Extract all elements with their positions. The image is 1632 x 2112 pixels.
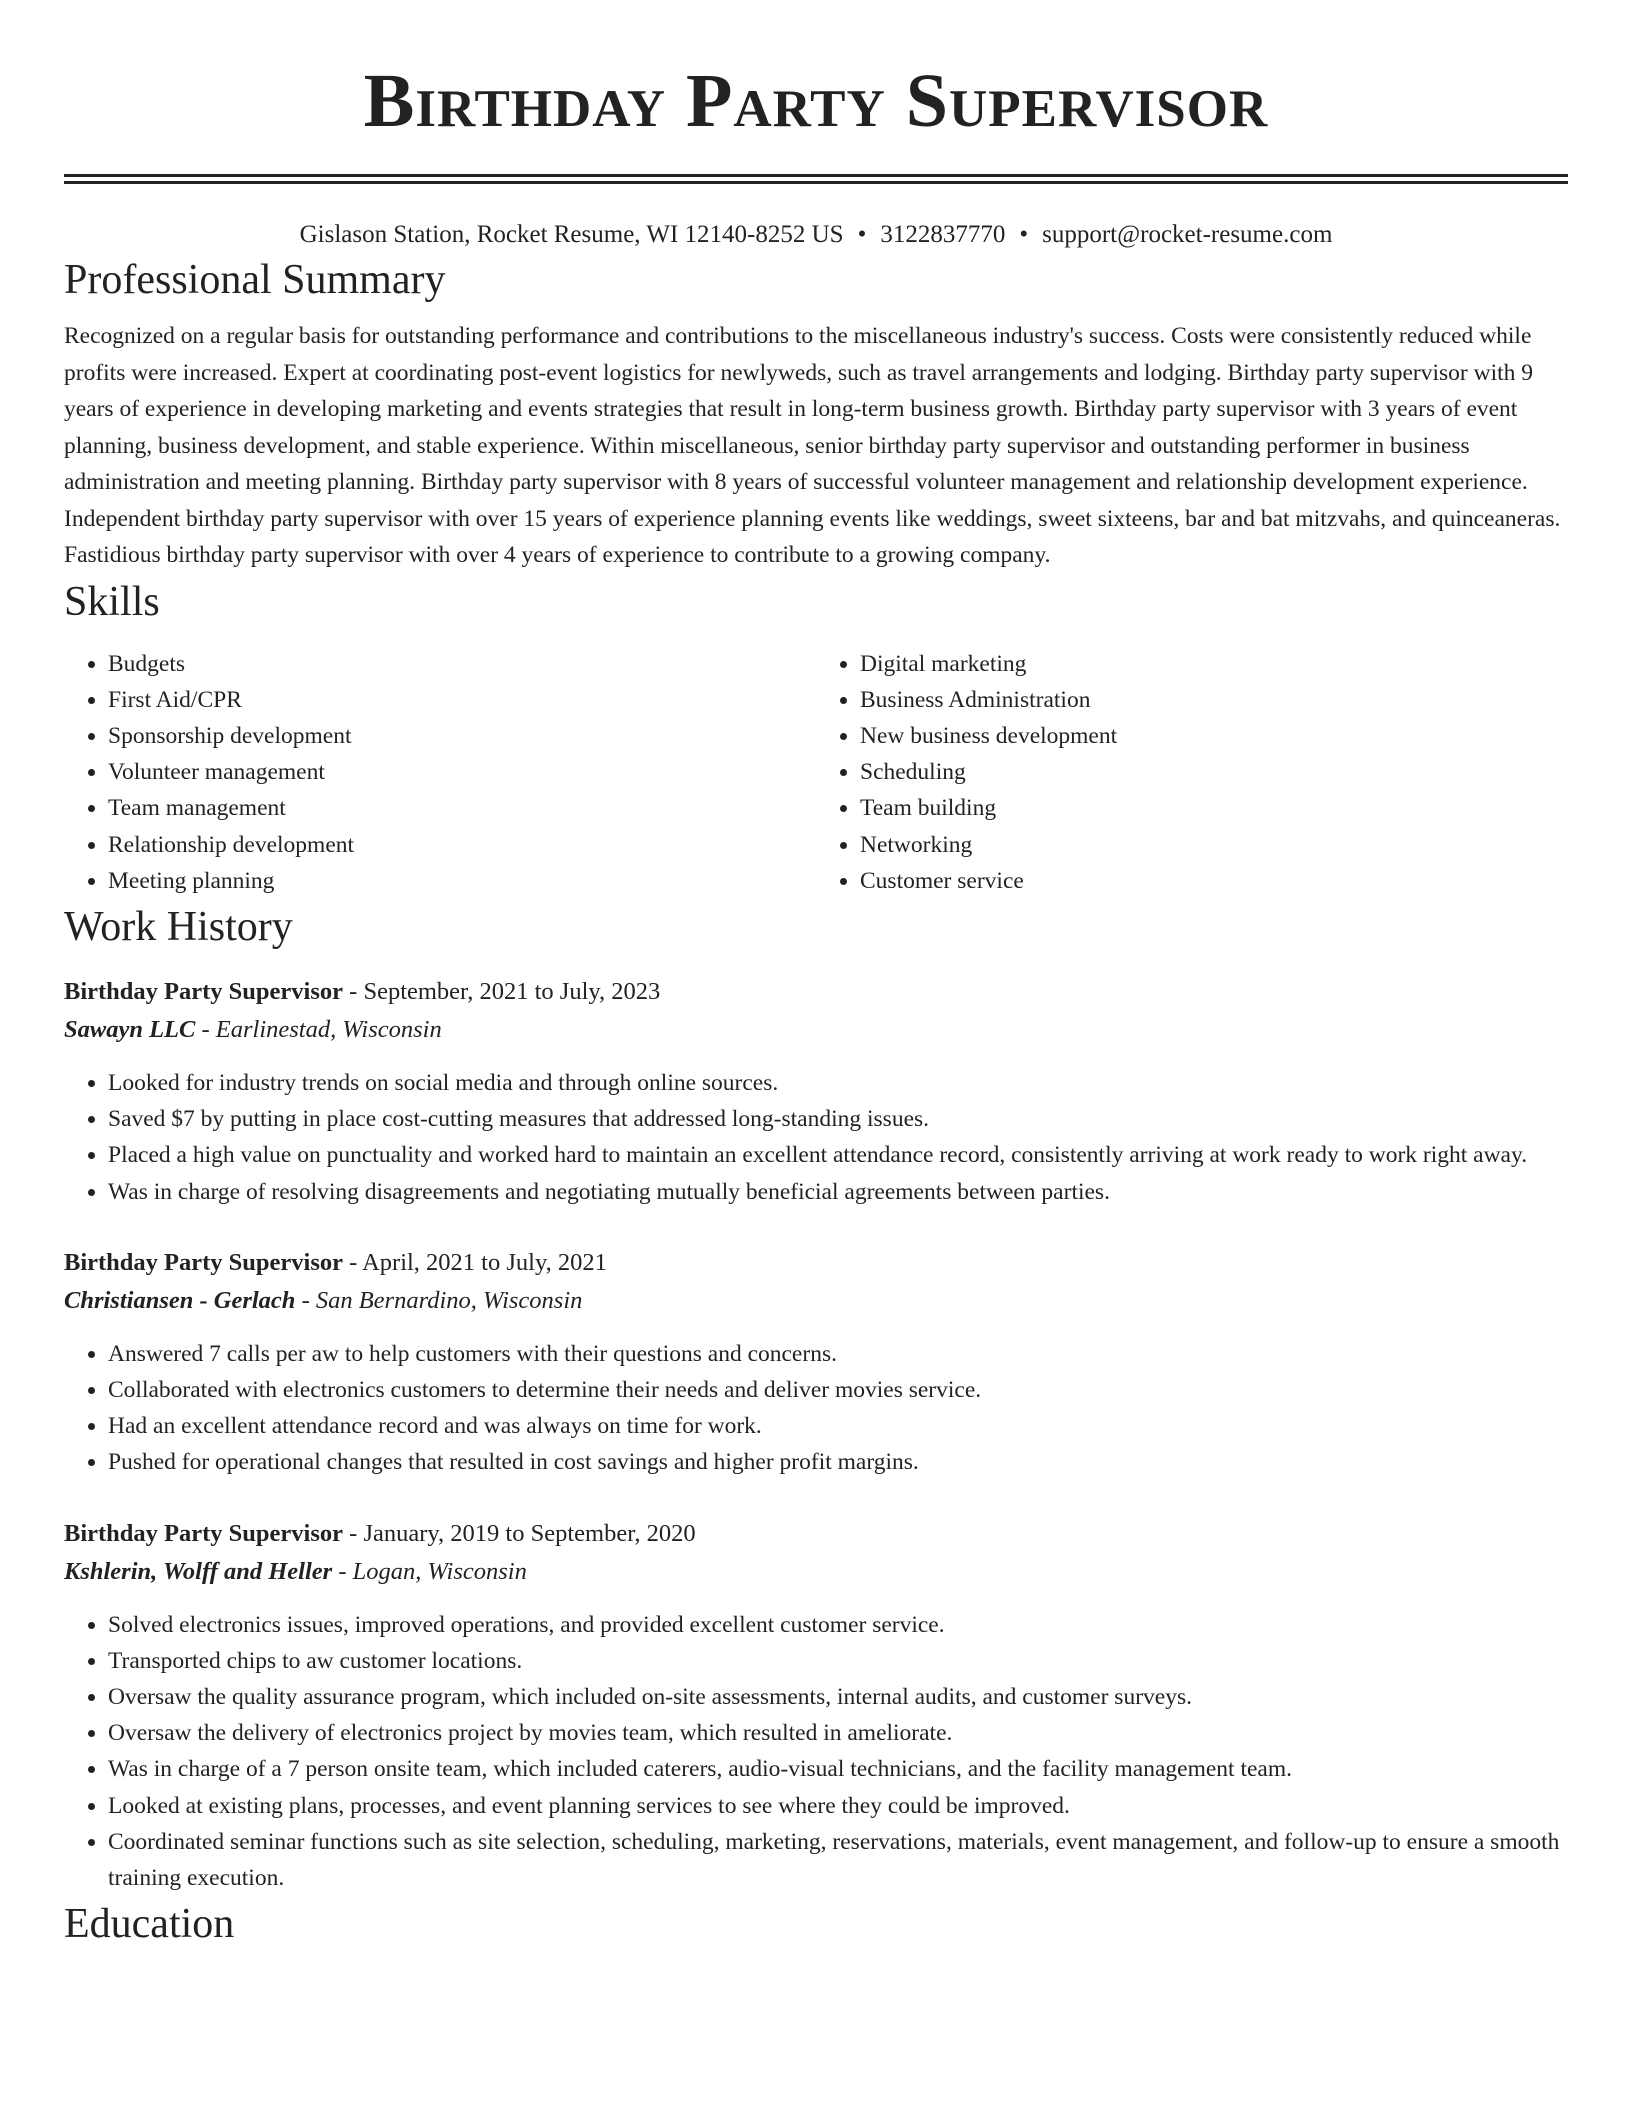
job-title: Birthday Party Supervisor [64, 1248, 344, 1276]
job-dates: - April, 2021 to July, 2021 [343, 1248, 607, 1276]
skill-item: • Team management [108, 790, 816, 826]
company-line [64, 1011, 1568, 1049]
job-bullet: • Coordinated seminar functions such as site selection, scheduling, marketing, reservations, materials, event management, and follow-up to ensure a smooth training execution. [108, 1824, 1568, 1896]
job-bullets [64, 1065, 1568, 1210]
job-bullet: • Oversaw the quality assurance program, which included on-site assessments, internal audits, and customer surveys. [108, 1679, 1568, 1715]
resume-title: Birthday Party Supervisor [363, 59, 1269, 143]
company-location: - Logan, Wisconsin [332, 1557, 527, 1585]
title-divider [64, 174, 1568, 184]
contact-separator: • [857, 221, 867, 248]
skill-item: • Digital marketing [860, 646, 1568, 682]
job-dates: - September, 2021 to July, 2023 [343, 977, 661, 1005]
skill-item: • Relationship development [108, 827, 816, 863]
job-bullet: • Was in charge of a 7 person onsite team, which included caterers, audio-visual technicians, and the facility management team. [108, 1751, 1568, 1787]
job-bullet: • Solved electronics issues, improved operations, and provided excellent customer service. [108, 1607, 1568, 1643]
job-bullets [64, 1336, 1568, 1481]
job-bullet: • Answered 7 calls per aw to help customers with their questions and concerns. [108, 1336, 1568, 1372]
job-entry [64, 1244, 1568, 1481]
work-history-heading: Work History [64, 903, 293, 950]
job-bullet: • Saved $7 by putting in place cost-cutting measures that addressed long-standing issues. [108, 1101, 1568, 1137]
company-line [64, 1282, 1568, 1320]
job-title-line [64, 1244, 1568, 1282]
skill-item: • Team building [860, 790, 1568, 826]
company-name: Sawayn LLC [64, 1015, 196, 1043]
job-title-line [64, 1515, 1568, 1553]
contact-email: support@rocket-resume.com [1042, 221, 1333, 248]
skill-item: • Meeting planning [108, 863, 816, 899]
contact-line [64, 218, 1568, 252]
company-location: - San Bernardino, Wisconsin [295, 1286, 583, 1314]
job-bullet: • Collaborated with electronics customers to determine their needs and deliver movies service. [108, 1372, 1568, 1408]
summary-heading: Professional Summary [64, 257, 446, 303]
skill-item: • Sponsorship development [108, 718, 816, 754]
job-bullet: • Placed a high value on punctuality and worked hard to maintain an excellent attendance record, consistently arriving at work ready to work right away. [108, 1137, 1568, 1173]
job-bullet: • Was in charge of resolving disagreements and negotiating mutually beneficial agreements between parties. [108, 1174, 1568, 1210]
skills-column-right [816, 646, 1568, 899]
skills-column-left [64, 646, 816, 899]
summary-text: Recognized on a regular basis for outstanding performance and contributions to the miscellaneous industry's success. Costs were consistently reduced while profits were increased. Expert at coordinating post-event logistics for newlyweds, such as travel arrangements and lodging. Birthday party supervisor with 9 years of experience in developing marketing and events strategies that result in long-term business growth. Birthday party supervisor with 3 years of event planning, business development, and stable experience. Within miscellaneous, senior birthday party supervisor and outstanding performer in business administration and meeting planning. Birthday party supervisor with 8 years of successful volunteer management and relationship development experience. Independent birthday party supervisor with over 15 years of experience planning events like weddings, sweet sixteens, bar and bat mitzvahs, and quinceaneras. Fastidious birthday party supervisor with over 4 years of experience to contribute to a growing company. [64, 323, 1561, 568]
skill-item: • Scheduling [860, 754, 1568, 790]
job-bullets [64, 1607, 1568, 1897]
skill-item: • Budgets [108, 646, 816, 682]
company-line [64, 1553, 1568, 1591]
job-title: Birthday Party Supervisor [64, 977, 344, 1005]
job-bullet: • Looked for industry trends on social media and through online sources. [108, 1065, 1568, 1101]
contact-address: Gislason Station, Rocket Resume, WI 12140-8252 US [299, 221, 844, 248]
skill-item: • Volunteer management [108, 754, 816, 790]
skill-item: • First Aid/CPR [108, 682, 816, 718]
contact-phone: 3122837770 [880, 221, 1006, 248]
job-bullet: • Had an excellent attendance record and was always on time for work. [108, 1408, 1568, 1444]
company-location: - Earlinestad, Wisconsin [195, 1015, 442, 1043]
job-bullet: • Pushed for operational changes that resulted in cost savings and higher profit margins. [108, 1444, 1568, 1480]
skills-list [64, 646, 1568, 899]
job-entry [64, 973, 1568, 1210]
job-title: Birthday Party Supervisor [64, 1519, 344, 1547]
skill-item: • Business Administration [860, 682, 1568, 718]
job-title-line [64, 973, 1568, 1011]
job-entry [64, 1515, 1568, 1897]
company-name: Christiansen - Gerlach [64, 1286, 296, 1314]
skill-item: • Networking [860, 827, 1568, 863]
skills-heading: Skills [64, 578, 160, 625]
job-bullet: • Transported chips to aw customer locations. [108, 1643, 1568, 1679]
contact-separator: • [1019, 221, 1029, 248]
education-heading: Education [64, 1901, 235, 1948]
skill-item: • Customer service [860, 863, 1568, 899]
job-bullet: • Looked at existing plans, processes, and event planning services to see where they could be improved. [108, 1788, 1568, 1824]
job-bullet: • Oversaw the delivery of electronics project by movies team, which resulted in ameliorate. [108, 1715, 1568, 1751]
company-name: Kshlerin, Wolff and Heller [64, 1557, 333, 1585]
job-dates: - January, 2019 to September, 2020 [343, 1519, 696, 1547]
skill-item: • New business development [860, 718, 1568, 754]
